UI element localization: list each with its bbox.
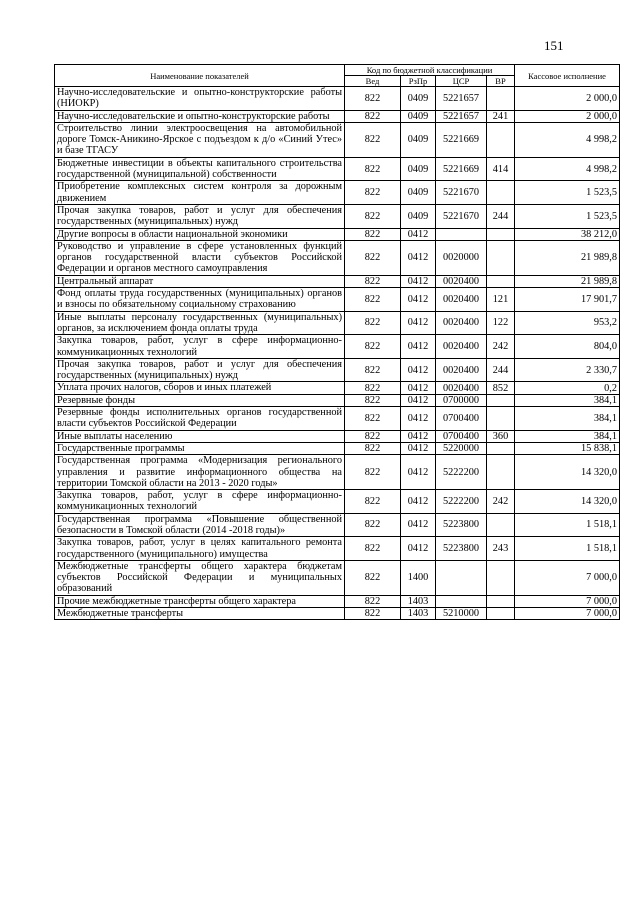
row-ved: 822 xyxy=(345,240,401,275)
row-rzpr: 0412 xyxy=(401,335,436,359)
row-rzpr: 0409 xyxy=(401,181,436,205)
row-rzpr: 0412 xyxy=(401,513,436,537)
row-amount: 1 518,1 xyxy=(515,537,620,561)
row-rzpr: 0412 xyxy=(401,240,436,275)
table-header xyxy=(55,65,620,87)
table-row xyxy=(55,204,620,228)
row-vr xyxy=(487,122,515,157)
row-amount: 384,1 xyxy=(515,394,620,406)
row-vr: 360 xyxy=(487,430,515,442)
row-vr xyxy=(487,560,515,595)
page-number: 151 xyxy=(544,38,564,53)
row-csr: 5221657 xyxy=(436,87,487,111)
header-rzpr: РзПр xyxy=(401,76,436,87)
row-amount: 38 212,0 xyxy=(515,228,620,240)
row-csr: 5210000 xyxy=(436,608,487,620)
row-vr: 241 xyxy=(487,110,515,122)
row-vr xyxy=(487,455,515,490)
row-csr: 0020400 xyxy=(436,311,487,335)
row-amount: 953,2 xyxy=(515,311,620,335)
row-name: Прочая закупка товаров, работ и услуг для обеспечения государственных (муниципальных) нужд xyxy=(55,204,345,228)
row-name: Бюджетные инвестиции в объекты капитального строительства государственной (муниципальной) собственности xyxy=(55,157,345,181)
row-rzpr: 1400 xyxy=(401,560,436,595)
row-rzpr: 0412 xyxy=(401,358,436,382)
table-row xyxy=(55,87,620,111)
row-csr: 5221670 xyxy=(436,204,487,228)
row-rzpr: 0409 xyxy=(401,204,436,228)
row-rzpr: 0412 xyxy=(401,537,436,561)
row-name: Закупка товаров, работ, услуг в целях капитального ремонта государственного (муниципального) имущества xyxy=(55,537,345,561)
row-rzpr: 0412 xyxy=(401,311,436,335)
row-rzpr: 0412 xyxy=(401,288,436,312)
table-row xyxy=(55,275,620,287)
table-row xyxy=(55,455,620,490)
table-row xyxy=(55,537,620,561)
table-row xyxy=(55,394,620,406)
row-ved: 822 xyxy=(345,455,401,490)
row-vr: 242 xyxy=(487,490,515,514)
row-ved: 822 xyxy=(345,490,401,514)
row-name: Прочая закупка товаров, работ и услуг для обеспечения государственных (муниципальных) нужд xyxy=(55,358,345,382)
row-rzpr: 0409 xyxy=(401,87,436,111)
row-amount: 2 330,7 xyxy=(515,358,620,382)
row-ved: 822 xyxy=(345,311,401,335)
row-csr: 0700400 xyxy=(436,407,487,431)
row-rzpr: 0409 xyxy=(401,110,436,122)
row-vr xyxy=(487,407,515,431)
header-name: Наименование показателей xyxy=(55,65,345,87)
row-rzpr: 0412 xyxy=(401,275,436,287)
row-vr: 244 xyxy=(487,204,515,228)
row-amount: 1 523,5 xyxy=(515,204,620,228)
row-amount: 7 000,0 xyxy=(515,595,620,607)
row-ved: 822 xyxy=(345,157,401,181)
row-ved: 822 xyxy=(345,608,401,620)
row-csr xyxy=(436,560,487,595)
row-vr: 244 xyxy=(487,358,515,382)
row-name: Межбюджетные трансферты общего характера бюджетам субъектов Российской Федерации и муниципальных образований xyxy=(55,560,345,595)
row-ved: 822 xyxy=(345,407,401,431)
row-name: Государственная программа «Модернизация регионального управления и развитие информационного общества на территории Томской области на 2013 - 2020 годы» xyxy=(55,455,345,490)
row-csr: 0020400 xyxy=(436,275,487,287)
row-rzpr: 0412 xyxy=(401,394,436,406)
row-vr xyxy=(487,275,515,287)
row-amount: 17 901,7 xyxy=(515,288,620,312)
header-code-group: Код по бюджетной классификации xyxy=(345,65,515,76)
row-ved: 822 xyxy=(345,122,401,157)
budget-execution-table xyxy=(54,64,620,620)
row-amount: 7 000,0 xyxy=(515,608,620,620)
row-csr: 5221670 xyxy=(436,181,487,205)
row-name: Государственные программы xyxy=(55,442,345,454)
row-rzpr: 0412 xyxy=(401,455,436,490)
row-csr: 5222200 xyxy=(436,490,487,514)
row-csr: 5220000 xyxy=(436,442,487,454)
header-vr: ВР xyxy=(487,76,515,87)
row-rzpr: 0412 xyxy=(401,382,436,394)
row-vr xyxy=(487,394,515,406)
row-ved: 822 xyxy=(345,513,401,537)
row-amount: 15 838,1 xyxy=(515,442,620,454)
row-csr xyxy=(436,228,487,240)
table-row xyxy=(55,490,620,514)
row-vr xyxy=(487,240,515,275)
row-ved: 822 xyxy=(345,442,401,454)
table-row xyxy=(55,382,620,394)
row-rzpr: 0412 xyxy=(401,407,436,431)
row-amount: 21 989,8 xyxy=(515,240,620,275)
row-rzpr: 0412 xyxy=(401,228,436,240)
row-csr: 5223800 xyxy=(436,537,487,561)
row-amount: 804,0 xyxy=(515,335,620,359)
row-amount: 14 320,0 xyxy=(515,490,620,514)
row-vr xyxy=(487,608,515,620)
row-vr xyxy=(487,87,515,111)
row-csr: 0020000 xyxy=(436,240,487,275)
row-rzpr: 1403 xyxy=(401,608,436,620)
row-rzpr: 1403 xyxy=(401,595,436,607)
row-ved: 822 xyxy=(345,595,401,607)
row-name: Научно-исследовательские и опытно-конструкторские работы (НИОКР) xyxy=(55,87,345,111)
row-name: Межбюджетные трансферты xyxy=(55,608,345,620)
row-amount: 21 989,8 xyxy=(515,275,620,287)
table-row xyxy=(55,608,620,620)
table-row xyxy=(55,407,620,431)
row-name: Иные выплаты персоналу государственных (муниципальных) органов, за исключением фонда оплаты труда xyxy=(55,311,345,335)
table-row xyxy=(55,157,620,181)
row-name: Закупка товаров, работ, услуг в сфере информационно-коммуникационных технологий xyxy=(55,490,345,514)
row-name: Фонд оплаты труда государственных (муниципальных) органов и взносы по обязательному социальному страхованию xyxy=(55,288,345,312)
row-amount: 1 518,1 xyxy=(515,513,620,537)
row-name: Резервные фонды исполнительных органов государственной власти субъектов Российской Федерации xyxy=(55,407,345,431)
row-name: Научно-исследовательские и опытно-конструкторские работы xyxy=(55,110,345,122)
row-ved: 822 xyxy=(345,537,401,561)
row-vr: 852 xyxy=(487,382,515,394)
row-name: Центральный аппарат xyxy=(55,275,345,287)
table-row xyxy=(55,110,620,122)
row-ved: 822 xyxy=(345,204,401,228)
table-row xyxy=(55,430,620,442)
row-vr: 242 xyxy=(487,335,515,359)
row-name: Государственная программа «Повышение общественной безопасности в Томской области (2014 -2018 годы)» xyxy=(55,513,345,537)
table-row xyxy=(55,122,620,157)
row-amount: 7 000,0 xyxy=(515,560,620,595)
row-csr: 5221669 xyxy=(436,157,487,181)
row-csr: 5221657 xyxy=(436,110,487,122)
table-row xyxy=(55,335,620,359)
row-ved: 822 xyxy=(345,110,401,122)
row-rzpr: 0412 xyxy=(401,430,436,442)
row-vr xyxy=(487,442,515,454)
row-name: Закупка товаров, работ, услуг в сфере информационно-коммуникационных технологий xyxy=(55,335,345,359)
table-row xyxy=(55,442,620,454)
row-rzpr: 0409 xyxy=(401,122,436,157)
row-name: Резервные фонды xyxy=(55,394,345,406)
row-name: Иные выплаты населению xyxy=(55,430,345,442)
row-name: Приобретение комплексных систем контроля за дорожным движением xyxy=(55,181,345,205)
row-rzpr: 0412 xyxy=(401,490,436,514)
table-row xyxy=(55,595,620,607)
row-ved: 822 xyxy=(345,335,401,359)
row-ved: 822 xyxy=(345,560,401,595)
row-csr: 0020400 xyxy=(436,358,487,382)
table-row xyxy=(55,358,620,382)
row-name: Строительство линии электроосвещения на автомобильной дороге Томск-Аникино-Ярское с подъездом к д/о «Синий Утес» и базе ТГАСУ xyxy=(55,122,345,157)
table-row xyxy=(55,513,620,537)
row-csr: 0020400 xyxy=(436,288,487,312)
row-amount: 384,1 xyxy=(515,407,620,431)
row-amount: 2 000,0 xyxy=(515,110,620,122)
table-row xyxy=(55,560,620,595)
row-name: Другие вопросы в области национальной экономики xyxy=(55,228,345,240)
row-ved: 822 xyxy=(345,228,401,240)
row-rzpr: 0412 xyxy=(401,442,436,454)
row-csr: 0020400 xyxy=(436,335,487,359)
row-name: Уплата прочих налогов, сборов и иных платежей xyxy=(55,382,345,394)
row-csr: 0700000 xyxy=(436,394,487,406)
row-ved: 822 xyxy=(345,181,401,205)
row-amount: 0,2 xyxy=(515,382,620,394)
row-vr: 243 xyxy=(487,537,515,561)
row-vr xyxy=(487,513,515,537)
table-row xyxy=(55,228,620,240)
table-row xyxy=(55,181,620,205)
row-ved: 822 xyxy=(345,288,401,312)
row-rzpr: 0409 xyxy=(401,157,436,181)
table-row xyxy=(55,288,620,312)
row-vr: 414 xyxy=(487,157,515,181)
row-csr: 5222200 xyxy=(436,455,487,490)
row-ved: 822 xyxy=(345,394,401,406)
row-ved: 822 xyxy=(345,382,401,394)
row-csr: 5223800 xyxy=(436,513,487,537)
header-amount: Кассовое исполнение xyxy=(515,65,620,87)
row-csr: 5221669 xyxy=(436,122,487,157)
row-amount: 4 998,2 xyxy=(515,157,620,181)
row-amount: 1 523,5 xyxy=(515,181,620,205)
row-csr: 0020400 xyxy=(436,382,487,394)
row-vr: 121 xyxy=(487,288,515,312)
table-row xyxy=(55,311,620,335)
row-vr xyxy=(487,228,515,240)
row-amount: 384,1 xyxy=(515,430,620,442)
row-ved: 822 xyxy=(345,87,401,111)
row-vr xyxy=(487,181,515,205)
row-amount: 2 000,0 xyxy=(515,87,620,111)
row-amount: 14 320,0 xyxy=(515,455,620,490)
header-csr: ЦСР xyxy=(436,76,487,87)
row-vr: 122 xyxy=(487,311,515,335)
row-ved: 822 xyxy=(345,358,401,382)
row-vr xyxy=(487,595,515,607)
row-name: Руководство и управление в сфере установленных функций органов государственной власти субъектов Российской Федерации и органов местного самоуправления xyxy=(55,240,345,275)
table-row xyxy=(55,240,620,275)
row-csr xyxy=(436,595,487,607)
row-name: Прочие межбюджетные трансферты общего характера xyxy=(55,595,345,607)
row-amount: 4 998,2 xyxy=(515,122,620,157)
row-ved: 822 xyxy=(345,430,401,442)
row-ved: 822 xyxy=(345,275,401,287)
table-body xyxy=(55,87,620,620)
header-ved: Вед xyxy=(345,76,401,87)
row-csr: 0700400 xyxy=(436,430,487,442)
